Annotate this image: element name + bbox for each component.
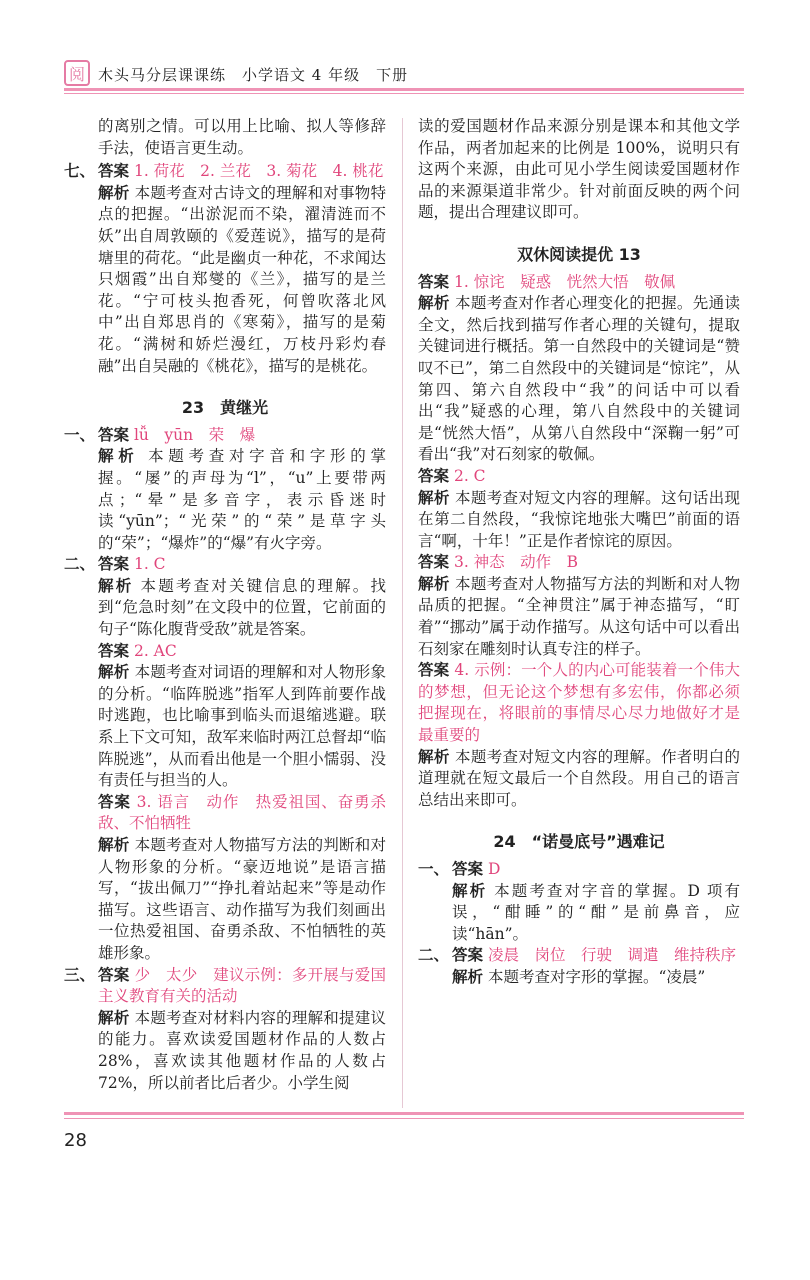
s24-question-1	[418, 859, 740, 945]
question-7	[64, 161, 386, 377]
analysis-text: 本题考查对短文内容的理解。作者明白的道理就在短文最后一个自然段。用自己的语言总结出来即可。	[418, 747, 740, 809]
answer-label: 答案	[98, 792, 131, 811]
answer-text: 少 太少 建议示例：多开展与爱国主义教育有关的活动	[98, 965, 386, 1006]
column-divider	[402, 118, 403, 1108]
answer-label: 答案	[418, 661, 450, 680]
analysis-label: 解析	[418, 747, 450, 766]
analysis-label: 解析	[98, 447, 139, 466]
continued-text: 的离别之情。可以用上比喻、拟人等修辞手法，使语言更生动。	[98, 117, 386, 157]
answer-label: 答案	[98, 555, 130, 574]
answer-text: 4. 示例：一个人的内心可能装着一个伟大的梦想，但无论这个梦想有多宏伟，你都必须把握现在，将眼前的事情尽心尽力地做好才是最重要的	[418, 661, 740, 745]
analysis-label: 解析	[452, 881, 488, 900]
question-number: 一、	[64, 425, 96, 444]
analysis-text: 本题考查对字音和字形的掌握。“屡”的声母为“l”，“u”上要带两点；“晕”是多音字，表示昏迷时读“yūn”；“光荣”的“荣”是草字头的“荣”；“爆炸”的“爆”有火字旁。	[98, 447, 386, 552]
answer-label: 答案	[452, 946, 484, 965]
analysis-text: 本题考查对人物描写方法的判断和对人物品质的把握。“全神贯注”属于神态描写，“盯着”“挪动”属于动作描写。从这句话中可以看出石刻家在雕刻时认真专注的样子。	[418, 574, 740, 658]
answer-text: 2. AC	[133, 641, 177, 660]
book-title: 木头马分层课课练 小学语文 4 年级 下册	[98, 66, 409, 84]
answer-label: 答案	[418, 466, 450, 485]
question-number: 二、	[64, 555, 96, 574]
s13-answers	[418, 272, 740, 812]
section-title-23: 23 黄继光	[181, 398, 269, 418]
analysis-text: 本题考查对短文内容的理解。这句话出现在第二自然段，“我惊诧地张大嘴巴”前面的语言“啊，十年！”正是作者惊诧的原因。	[418, 488, 740, 550]
answer-text: 2. C	[453, 466, 486, 485]
answer-label: 答案	[98, 641, 130, 660]
analysis-text: 本题考查对材料内容的理解和提建议的能力。喜欢读爱国题材作品的人数占 28%，喜欢读其他题材作品的人数占 72%，所以前者比后者少。小学生阅	[98, 1008, 386, 1092]
right-column	[418, 116, 740, 989]
page-header	[64, 58, 744, 98]
analysis-label: 解析	[452, 967, 484, 986]
analysis-text: 本题考查对字音的掌握。D 项有误，“酣睡”的“酣”是前鼻音，应读“hān”。	[452, 881, 740, 943]
analysis-text: 本题考查对古诗文的理解和对事物特点的把握。“出淤泥而不染，濯清涟而不妖”出自周敦颐的《爱莲说》，描写的是荷塘里的荷花。“此是幽贞一种花，不求闻达只烟霞”出自郑燮的《兰》，描写的是兰花。“宁可枝头抱香死，何曾吹落北风中”出自郑思肖的《寒菊》，描写的是菊花。“满树和娇烂漫红，万枝丹彩灼春融”出自吴融的《桃花》，描写的是桃花。	[98, 183, 386, 375]
answer-text: 1. 荷花 2. 兰花 3. 菊花 4. 桃花	[133, 162, 384, 181]
analysis-label: 解析	[98, 836, 130, 854]
header-rule-thin	[64, 93, 744, 94]
book-logo-icon: 阅	[64, 60, 90, 86]
page-number: 28	[64, 1130, 87, 1151]
analysis-label: 解析	[98, 183, 130, 202]
footer-rule-thin	[64, 1118, 744, 1119]
answer-text: 3. 语言 动作 热爱祖国、奋勇杀敌、不怕牺牲	[98, 792, 386, 833]
answer-text: 1. C	[133, 555, 166, 574]
analysis-text: 本题考查对作者心理变化的把握。先通读全文，然后找到描写作者心理的关键句，提取关键词进行概括。第一自然段中的关键词是“赞叹不已”，第二自然段中的关键词是“惊诧”，从第四、第六自然段中“我”的问话中可以看出“我”疑惑的心理，第八自然段中的关键词是“恍然大悟”，从第八自然段中“深鞠一躬”可看出“我”对石刻家的敬佩。	[418, 294, 740, 464]
answer-label: 答案	[98, 425, 130, 444]
s23-question-3	[64, 965, 386, 1095]
analysis-label: 解析	[418, 574, 450, 593]
analysis-text: 本题考查对关键信息的理解。找到“危急时刻”在文段中的位置，它前面的句子“陈化腹背受敌”就是答案。	[98, 576, 386, 639]
s23-question-1	[64, 425, 386, 555]
analysis-label: 解析	[98, 663, 130, 682]
answer-text: 1. 惊诧 疑惑 恍然大悟 敬佩	[453, 272, 676, 291]
question-number: 一、	[418, 860, 450, 878]
footer-rule	[64, 1112, 744, 1115]
answer-text: 3. 神态 动作 B	[453, 553, 579, 572]
header-rule	[64, 88, 744, 91]
answer-text: 凌晨 岗位 行驶 调遣 维持秩序	[487, 946, 736, 965]
answer-label: 答案	[418, 553, 450, 572]
question-number: 七、	[64, 162, 96, 181]
answer-label: 答案	[418, 272, 450, 291]
answer-label: 答案	[98, 162, 130, 181]
analysis-text: 本题考查对字形的掌握。“凌晨”	[487, 967, 706, 986]
answer-label: 答案	[452, 860, 484, 878]
analysis-label: 解析	[418, 294, 450, 313]
section-title-13: 双休阅读提优 13	[517, 244, 641, 264]
section-title-24: 24 “诺曼底号”遇难记	[493, 832, 665, 852]
analysis-label: 解析	[418, 488, 450, 507]
analysis-text: 本题考查对词语的理解和对人物形象的分析。“临阵脱逃”指军人到阵前要作战时逃跑，也比喻事到临头而退缩逃避。联系上下文可知，敌军来临时两江总督却“临阵脱逃”，从而看出他是一个胆小懦弱、没有责任与担当的人。	[98, 663, 386, 790]
analysis-text: 本题考查对人物描写方法的判断和对人物形象的分析。“豪迈地说”是语言描写，“拔出佩刀”“挣扎着站起来”等是动作描写。这些语言、动作描写为我们刻画出一位热爱祖国、奋勇杀敌、不怕牺牲的英雄形象。	[98, 836, 386, 962]
answer-text: D	[487, 860, 501, 878]
analysis-label: 解析	[98, 1008, 130, 1027]
s24-question-2	[418, 945, 740, 988]
analysis-label: 解析	[98, 576, 134, 595]
answer-label: 答案	[98, 965, 130, 984]
question-number: 三、	[64, 965, 96, 984]
left-column	[64, 116, 386, 1094]
s23-question-2	[64, 554, 386, 964]
continued-text: 读的爱国题材作品来源分别是课本和其他文学作品，两者加起来的比例是 100%，说明只有这两个来源，由此可见小学生阅读爱国题材作品的来源渠道非常少。针对前面反映的两个问题，提出合理建议即可。	[418, 117, 740, 222]
answer-text: lǚ yūn 荣 爆	[133, 425, 256, 444]
question-number: 二、	[418, 946, 450, 965]
